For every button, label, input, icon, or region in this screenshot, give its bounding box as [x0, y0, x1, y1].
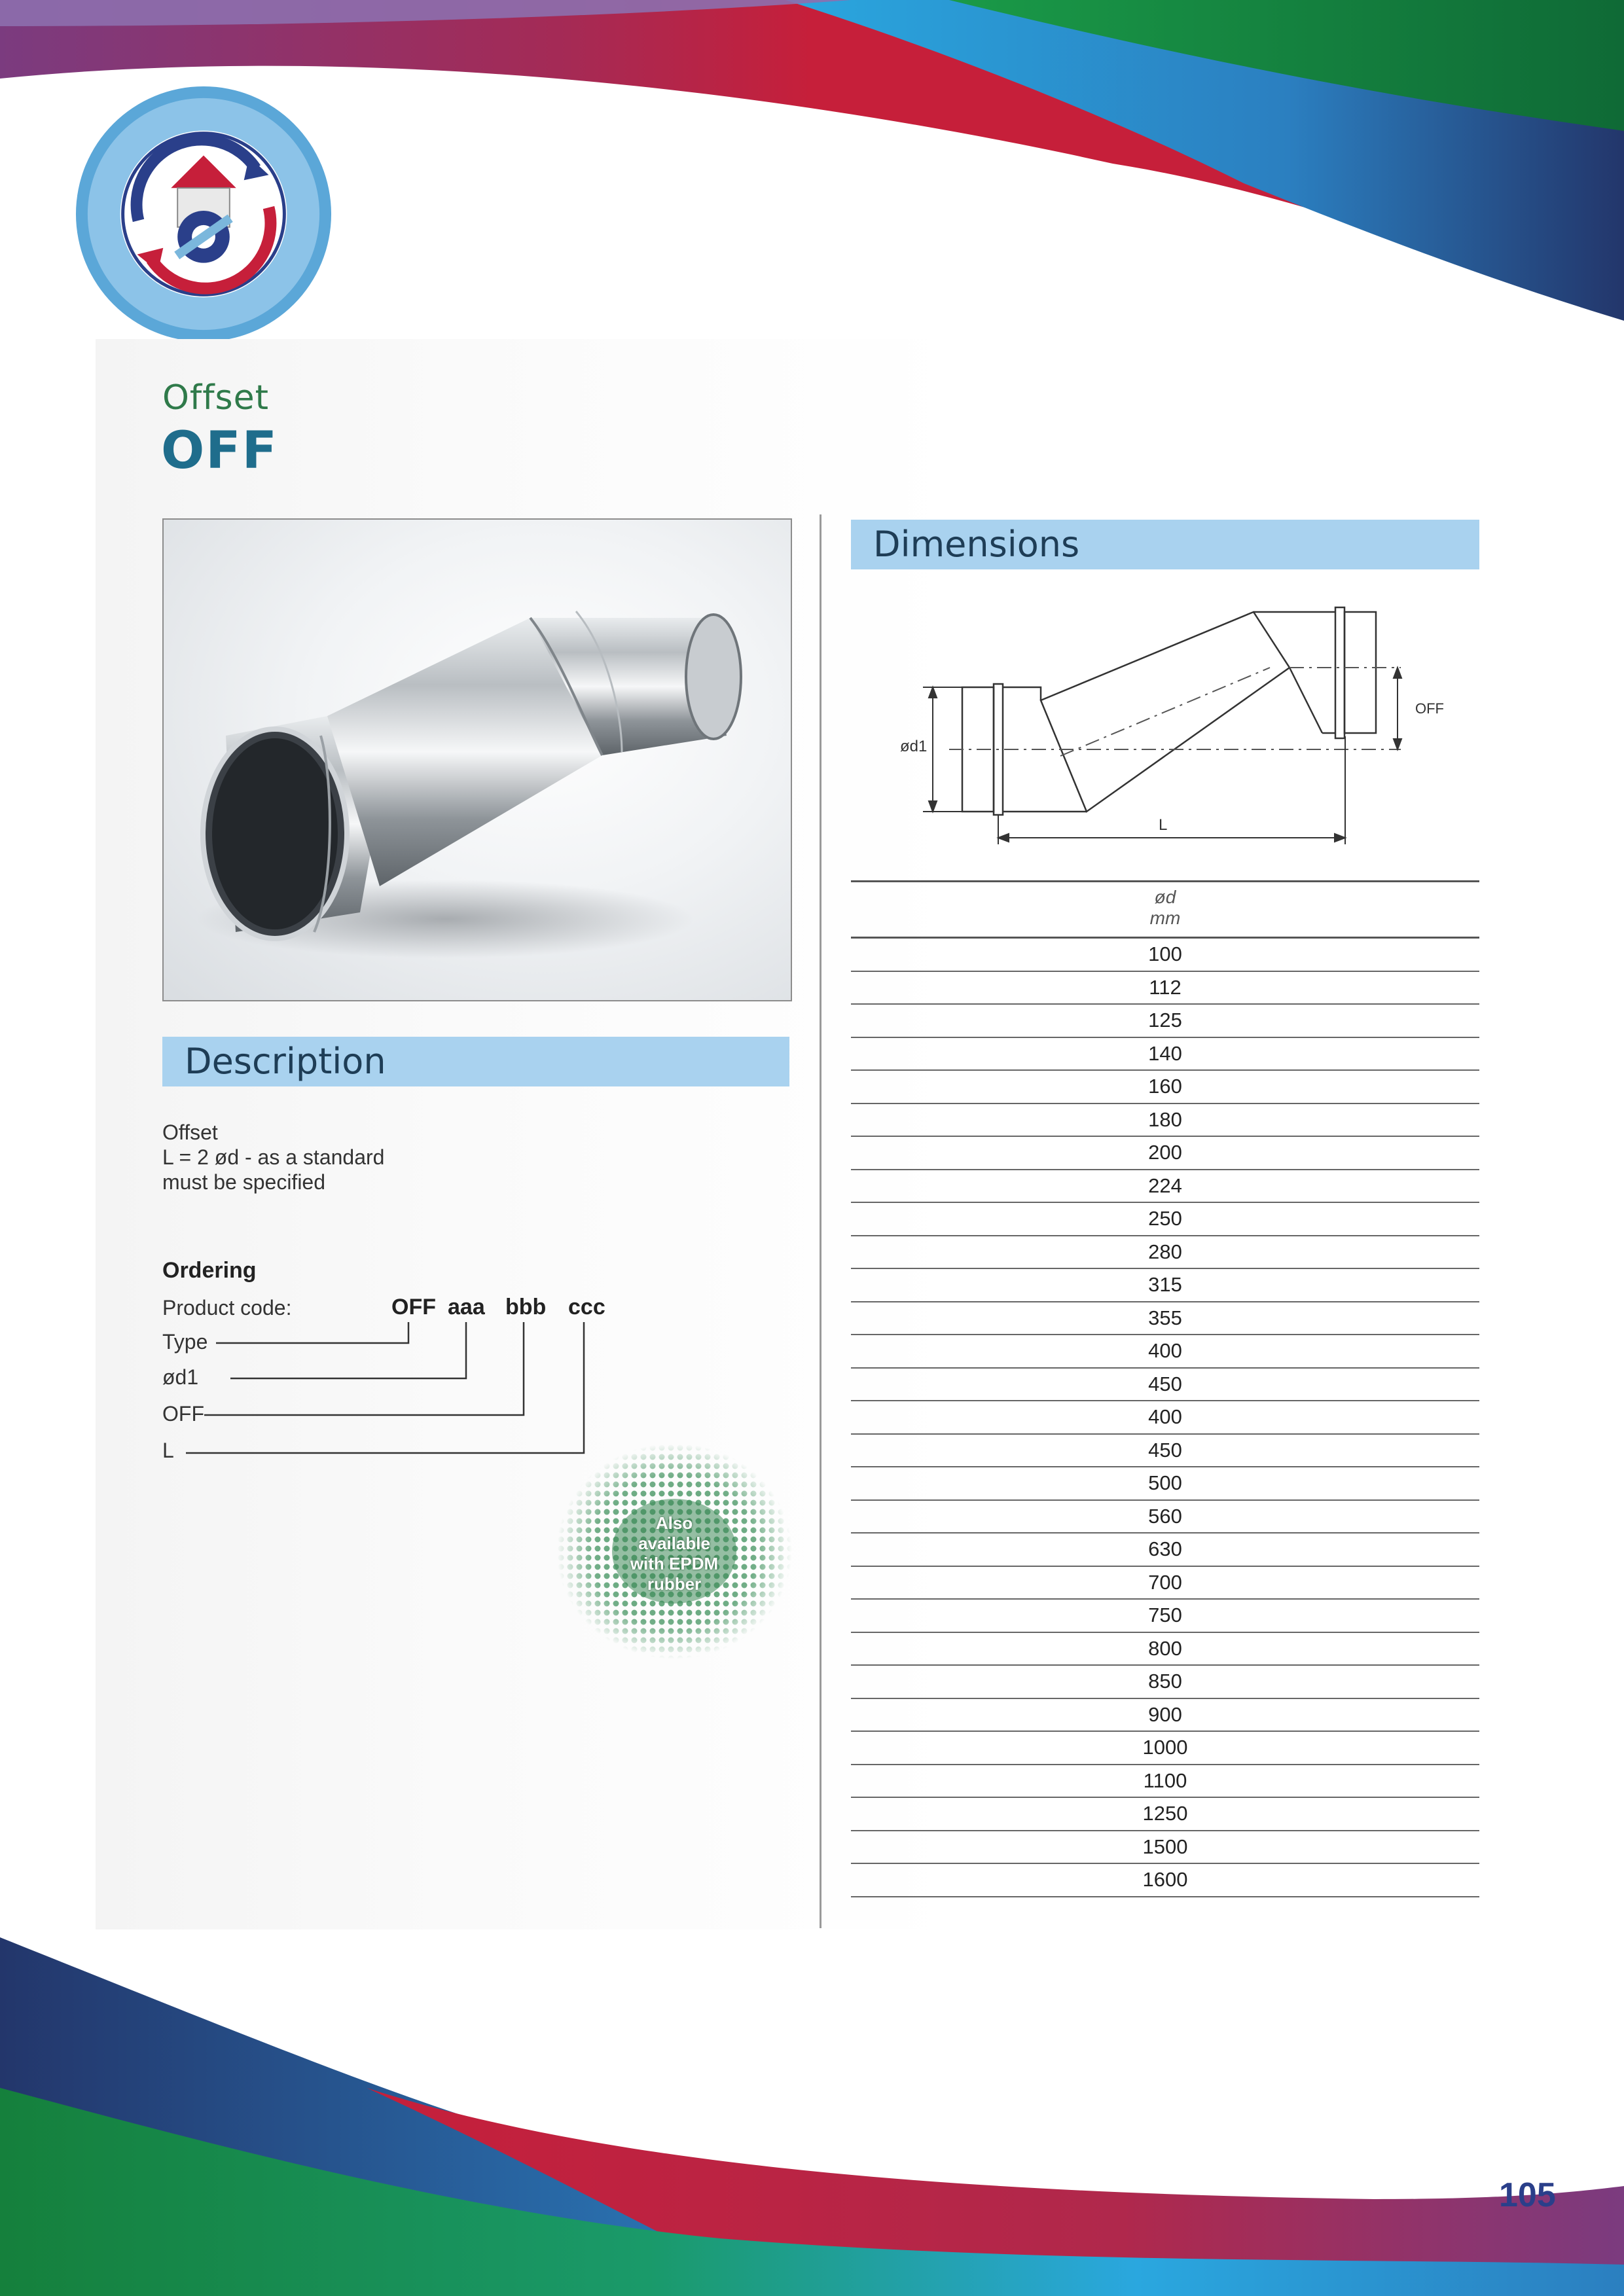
drawing-d1-label: ød1: [900, 738, 928, 755]
description-line-3: must be specified: [162, 1170, 326, 1194]
product-title: OFF: [161, 422, 278, 480]
table-row: 500: [851, 1467, 1479, 1501]
table-row: 355: [851, 1302, 1479, 1336]
badge-line-4: rubber: [647, 1574, 702, 1594]
table-header-unit: mm: [1149, 908, 1181, 928]
badge-line-2: available: [638, 1534, 710, 1553]
description-section-header: [162, 1037, 789, 1086]
table-row: 160: [851, 1071, 1479, 1104]
page-number: 105: [1499, 2176, 1556, 2214]
bottom-banner: [0, 1924, 1624, 2296]
table-row: 1000: [851, 1732, 1479, 1765]
table-row: 140: [851, 1038, 1479, 1071]
table-row: 850: [851, 1666, 1479, 1699]
description-line-2: L = 2 ød - as a standard: [162, 1145, 385, 1169]
offset-technical-drawing: [871, 589, 1473, 857]
table-row: 112: [851, 972, 1479, 1005]
product-code-label: Product code:: [162, 1296, 292, 1319]
drawing-off-label: OFF: [1415, 700, 1444, 717]
table-row: 750: [851, 1600, 1479, 1633]
table-row: 700: [851, 1567, 1479, 1600]
product-photo: [162, 518, 792, 1001]
drawing-l-label: L: [1159, 816, 1168, 834]
code-part-aaa: aaa: [448, 1295, 485, 1319]
table-row: 100: [851, 939, 1479, 972]
table-header-symbol: ød: [1154, 887, 1176, 907]
table-row: 800: [851, 1633, 1479, 1666]
dimensions-section-header: [851, 520, 1479, 569]
table-top-rule: [851, 880, 1479, 882]
table-row: 560: [851, 1501, 1479, 1534]
ordering-field-off: OFF: [162, 1402, 204, 1426]
table-row: 400: [851, 1335, 1479, 1369]
table-row: 180: [851, 1104, 1479, 1138]
ordering-field-d1: ød1: [162, 1365, 199, 1389]
table-row: 450: [851, 1435, 1479, 1468]
dimensions-heading: Dimensions: [873, 524, 1080, 565]
product-subtitle: Offset: [162, 378, 270, 418]
table-row: 315: [851, 1269, 1479, 1302]
description-line-1: Offset: [162, 1121, 218, 1144]
table-row: 1600: [851, 1864, 1479, 1897]
company-logo: [73, 84, 334, 344]
badge-line-1: Also: [655, 1513, 693, 1533]
table-row: 280: [851, 1236, 1479, 1270]
ordering-field-type: Type: [162, 1330, 208, 1354]
description-heading: Description: [185, 1041, 386, 1082]
table-row: 630: [851, 1534, 1479, 1567]
table-row: 250: [851, 1203, 1479, 1236]
table-row: 400: [851, 1401, 1479, 1435]
ordering-field-l: L: [162, 1439, 174, 1462]
code-part-bbb: bbb: [505, 1295, 547, 1319]
code-part-ccc: ccc: [568, 1295, 605, 1319]
column-divider: [820, 514, 821, 1928]
table-row: 224: [851, 1170, 1479, 1204]
table-row: 1100: [851, 1765, 1479, 1799]
table-row: 1500: [851, 1831, 1479, 1865]
badge-line-3: with EPDM: [630, 1554, 719, 1573]
ordering-heading: Ordering: [162, 1258, 257, 1283]
table-row: 1250: [851, 1798, 1479, 1831]
table-row: 125: [851, 1005, 1479, 1038]
table-row: 900: [851, 1699, 1479, 1732]
code-part-type: OFF: [391, 1295, 436, 1319]
table-row: 200: [851, 1137, 1479, 1170]
table-row: 450: [851, 1369, 1479, 1402]
